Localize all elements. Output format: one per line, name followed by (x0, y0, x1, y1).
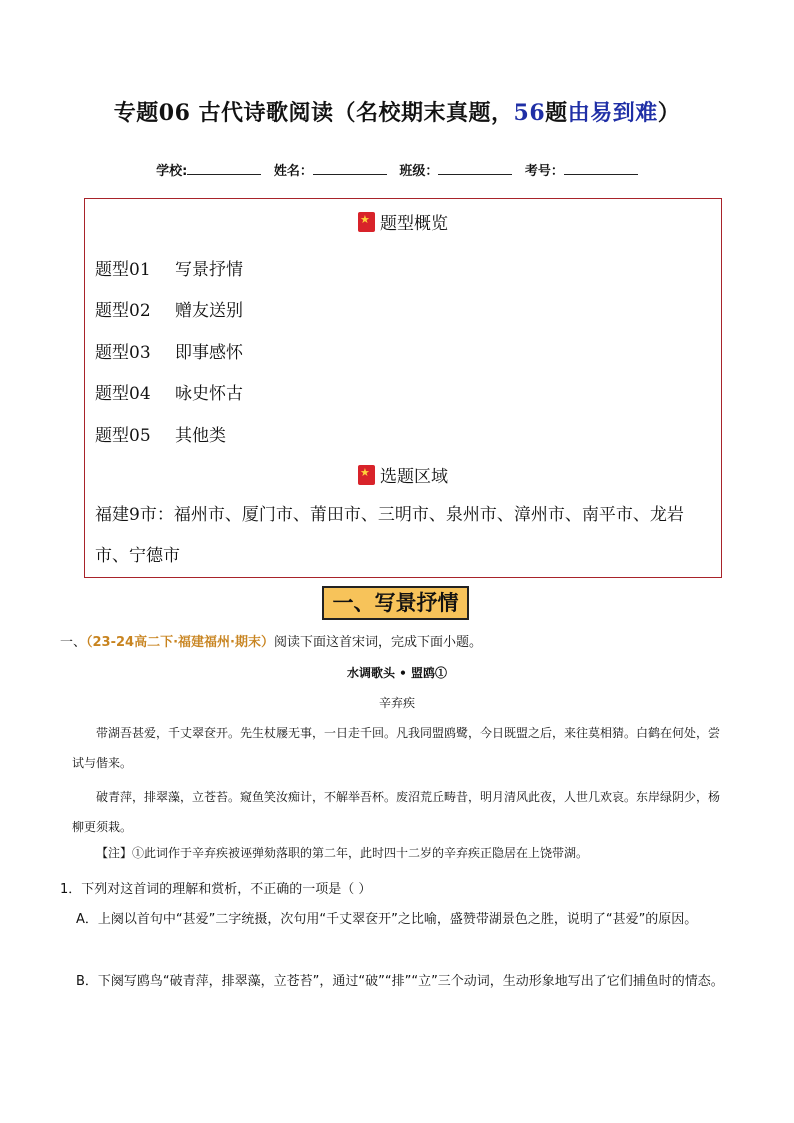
exam-no-label: 考号： (524, 164, 564, 179)
type-item: 题型04 咏史怀古 (95, 384, 243, 404)
class-label: 班级： (399, 164, 439, 179)
title-count: 56 (513, 100, 546, 126)
school-label: 学校: (156, 164, 188, 179)
option-a[interactable]: A．上阕以首句中“甚爱”二字统摄，次句用“千丈翠奁开”之比喻，盛赞带湖景色之胜，说明了“甚爱”的原因。 (76, 912, 698, 927)
school-blank[interactable] (187, 162, 261, 175)
book-icon (358, 465, 375, 485)
exam-no-blank[interactable] (564, 162, 638, 175)
type-item: 题型01 写景抒情 (95, 260, 243, 280)
question-intro: 一、（23-24高二下·福建福州·期末）阅读下面这首宋词，完成下面小题。 (60, 635, 482, 650)
type-item: 题型03 即事感怀 (95, 343, 243, 363)
student-info-line (0, 160, 794, 179)
type-item: 题型05 其他类 (95, 426, 226, 446)
section-banner: 一、写景抒情 (322, 586, 469, 620)
poem-title: 水调歌头 • 盟鸥① (346, 666, 448, 680)
poem-stanza-2: 破青萍，排翠藻，立苍苔。窥鱼笑汝痴计，不解举吾杯。废沼荒丘畴昔，明月清风此夜，人世几欢哀。东岸绿阴少，杨柳更须栽。 (72, 790, 721, 834)
poem-author: 辛弃疾 (378, 696, 415, 710)
region-heading: ★选题区域 (85, 462, 721, 487)
title-difficulty: 由易到难 (567, 100, 658, 126)
region-text: 福建9市：福州市、厦门市、莆田市、三明市、泉州市、漳州市、南平市、龙岩市、宁德市 (95, 505, 684, 566)
poem-note: 【注】①此词作于辛弃疾被诬弹劾落职的第二年，此时四十二岁的辛弃疾正隐居在上饶带湖。 (96, 846, 589, 860)
page-title: 专题06 古代诗歌阅读（名校期末真题，56题由易到难） (113, 100, 681, 126)
poem-stanza-1: 带湖吾甚爱，千丈翠奁开。先生杖屦无事，一日走千回。凡我同盟鸥鹭，今日既盟之后，来往莫相猜。白鹤在何处，尝试与偕来。 (72, 726, 721, 770)
type-item: 题型02 赠友送别 (95, 301, 243, 321)
overview-box (84, 198, 722, 578)
question-1: 1．下列对这首词的理解和赏析，不正确的一项是（ ） (60, 882, 372, 897)
class-blank[interactable] (438, 162, 512, 175)
name-label: 姓名： (273, 164, 313, 179)
book-icon (358, 212, 375, 232)
question-source: （23-24高二下·福建福州·期末） (86, 635, 274, 650)
name-blank[interactable] (313, 162, 387, 175)
overview-heading: ★题型概览 (85, 209, 721, 234)
option-b[interactable]: B．下阕写鸥鸟“破青萍，排翠藻，立苍苔”，通过“破”“排”“立”三个动词，生动形象地写出了它们捕鱼时的情态。 (76, 974, 724, 989)
